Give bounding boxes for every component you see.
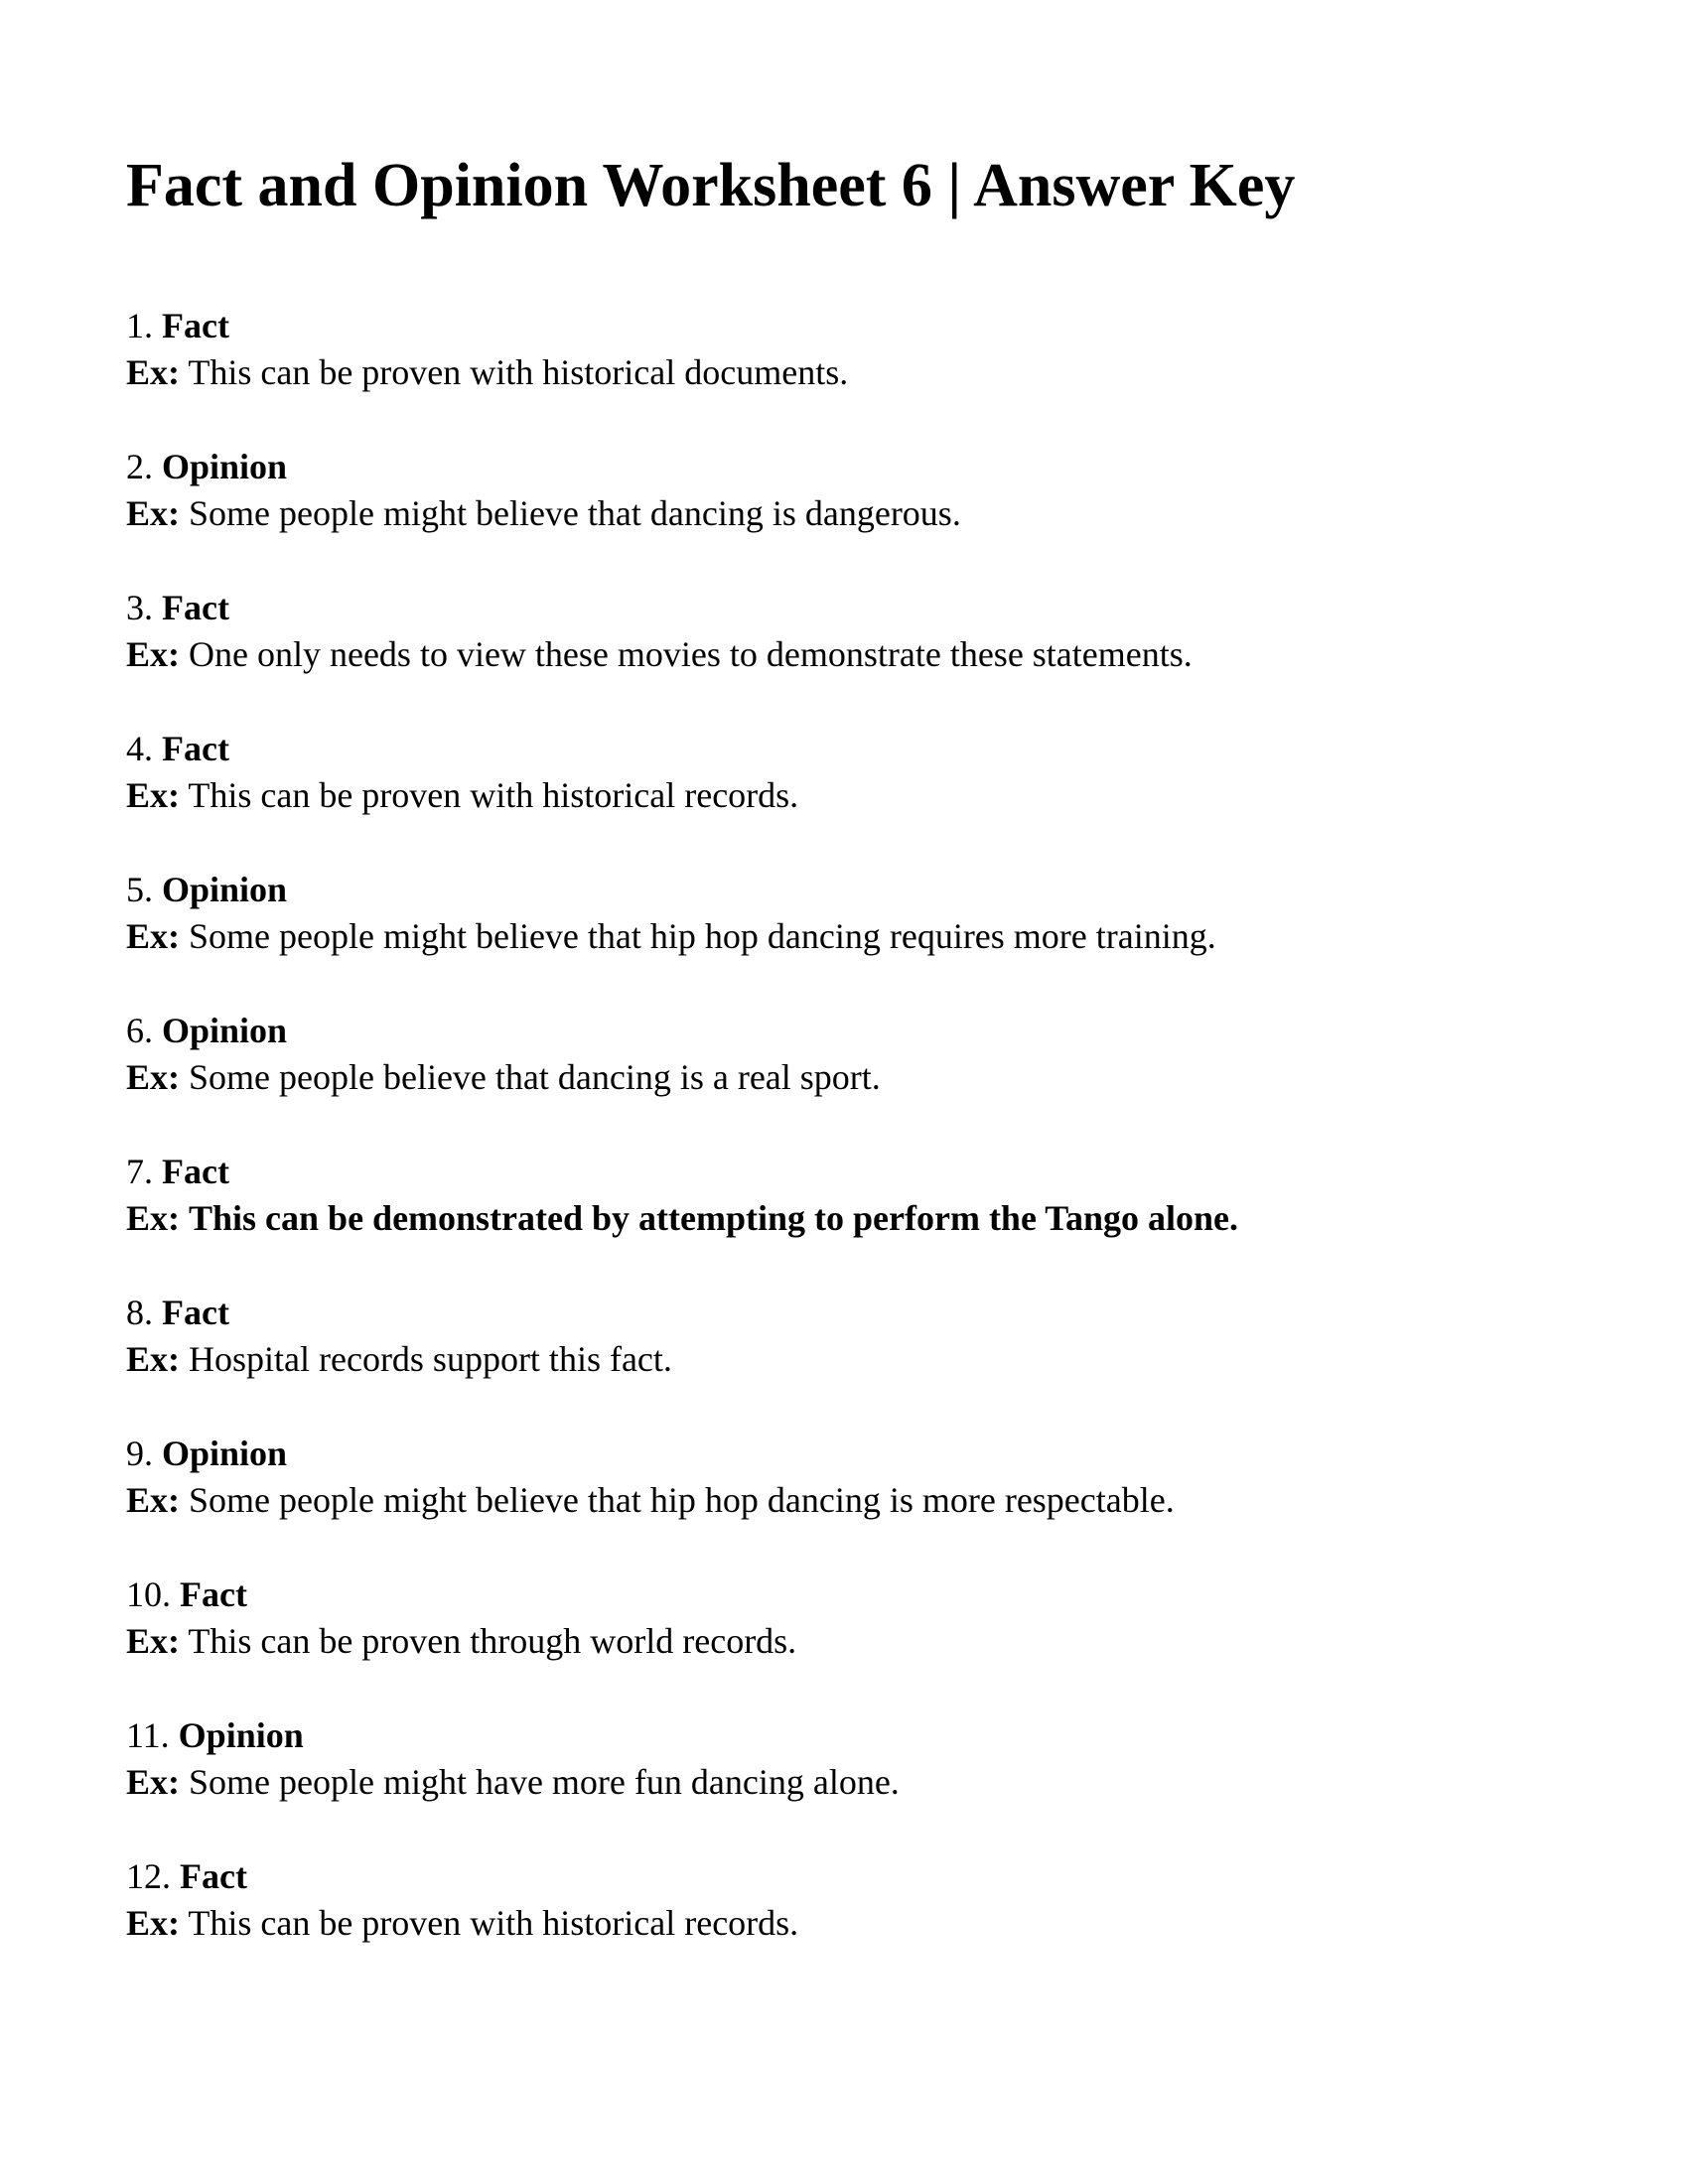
item-answer-label: Fact <box>162 306 229 345</box>
item-answer-label: Opinion <box>178 1715 304 1755</box>
item-number: 12. <box>126 1856 171 1896</box>
item-answer-label: Opinion <box>162 870 288 909</box>
example-text: This can be proven with historical documents. <box>188 352 849 392</box>
answer-list <box>126 303 1579 1947</box>
example-label: Ex: <box>126 916 180 956</box>
item-example-line <box>126 1195 1579 1242</box>
example-label: Ex: <box>126 493 180 533</box>
item-example-line <box>126 1336 1579 1383</box>
item-answer-label: Fact <box>162 588 229 627</box>
example-label: Ex: <box>126 1198 180 1238</box>
item-answer-line <box>126 1712 1579 1759</box>
item-example-line <box>126 1759 1579 1806</box>
example-label: Ex: <box>126 1057 180 1097</box>
item-answer-label: Opinion <box>162 1011 288 1050</box>
answer-item <box>126 726 1579 819</box>
answer-item <box>126 1008 1579 1101</box>
item-number: 5. <box>126 870 153 909</box>
item-answer-label: Fact <box>180 1856 247 1896</box>
item-number: 1. <box>126 306 153 345</box>
answer-item <box>126 1149 1579 1242</box>
item-example-line <box>126 1477 1579 1524</box>
item-number: 4. <box>126 729 153 768</box>
item-answer-line <box>126 585 1579 631</box>
item-answer-line <box>126 726 1579 772</box>
example-label: Ex: <box>126 1480 180 1520</box>
example-text: Some people might believe that dancing is dangerous. <box>189 493 961 533</box>
item-example-line <box>126 913 1579 960</box>
item-answer-line <box>126 303 1579 349</box>
item-number: 9. <box>126 1433 153 1473</box>
example-text: This can be proven through world records. <box>188 1621 797 1661</box>
item-example-line <box>126 1054 1579 1101</box>
answer-item <box>126 444 1579 537</box>
example-label: Ex: <box>126 775 180 815</box>
item-number: 7. <box>126 1152 153 1191</box>
example-label: Ex: <box>126 1903 180 1943</box>
item-answer-line <box>126 1290 1579 1336</box>
item-example-line <box>126 1618 1579 1665</box>
item-number: 11. <box>126 1715 170 1755</box>
item-answer-label: Opinion <box>162 1433 288 1473</box>
example-text: This can be proven with historical records. <box>188 775 799 815</box>
item-answer-line <box>126 1149 1579 1195</box>
answer-item <box>126 585 1579 678</box>
example-text: Hospital records support this fact. <box>189 1339 672 1379</box>
item-answer-label: Fact <box>162 1293 229 1332</box>
item-answer-line <box>126 1431 1579 1477</box>
example-text: This can be proven with historical records. <box>188 1903 799 1943</box>
item-answer-line <box>126 1008 1579 1054</box>
item-example-line <box>126 1900 1579 1947</box>
example-text: One only needs to view these movies to demonstrate these statements. <box>189 634 1193 674</box>
example-text: Some people believe that dancing is a real sport. <box>189 1057 881 1097</box>
example-label: Ex: <box>126 1762 180 1802</box>
answer-item <box>126 1853 1579 1947</box>
example-label: Ex: <box>126 1621 180 1661</box>
example-label: Ex: <box>126 634 180 674</box>
answer-item <box>126 1712 1579 1806</box>
example-text: Some people might have more fun dancing alone. <box>189 1762 900 1802</box>
item-number: 6. <box>126 1011 153 1050</box>
example-label: Ex: <box>126 1339 180 1379</box>
answer-item <box>126 303 1579 396</box>
item-number: 3. <box>126 588 153 627</box>
example-text: Some people might believe that hip hop dancing is more respectable. <box>189 1480 1175 1520</box>
example-label: Ex: <box>126 352 180 392</box>
answer-item <box>126 867 1579 960</box>
answer-item <box>126 1571 1579 1665</box>
page-title: Fact and Opinion Worksheet 6 | Answer Key <box>126 152 1296 219</box>
item-answer-line <box>126 444 1579 490</box>
item-answer-line <box>126 1853 1579 1900</box>
example-text: Some people might believe that hip hop dancing requires more training. <box>189 916 1216 956</box>
item-example-line <box>126 349 1579 396</box>
item-number: 8. <box>126 1293 153 1332</box>
item-number: 2. <box>126 447 153 486</box>
item-answer-label: Fact <box>162 1152 229 1191</box>
item-example-line <box>126 772 1579 819</box>
answer-item <box>126 1290 1579 1383</box>
item-answer-line <box>126 867 1579 913</box>
item-answer-line <box>126 1571 1579 1618</box>
item-example-line <box>126 631 1579 678</box>
answer-item <box>126 1431 1579 1524</box>
example-text: This can be demonstrated by attempting to perform the Tango alone. <box>189 1198 1239 1238</box>
item-answer-label: Fact <box>162 729 229 768</box>
item-number: 10. <box>126 1574 171 1614</box>
item-example-line <box>126 490 1579 537</box>
item-answer-label: Fact <box>180 1574 247 1614</box>
item-answer-label: Opinion <box>162 447 288 486</box>
